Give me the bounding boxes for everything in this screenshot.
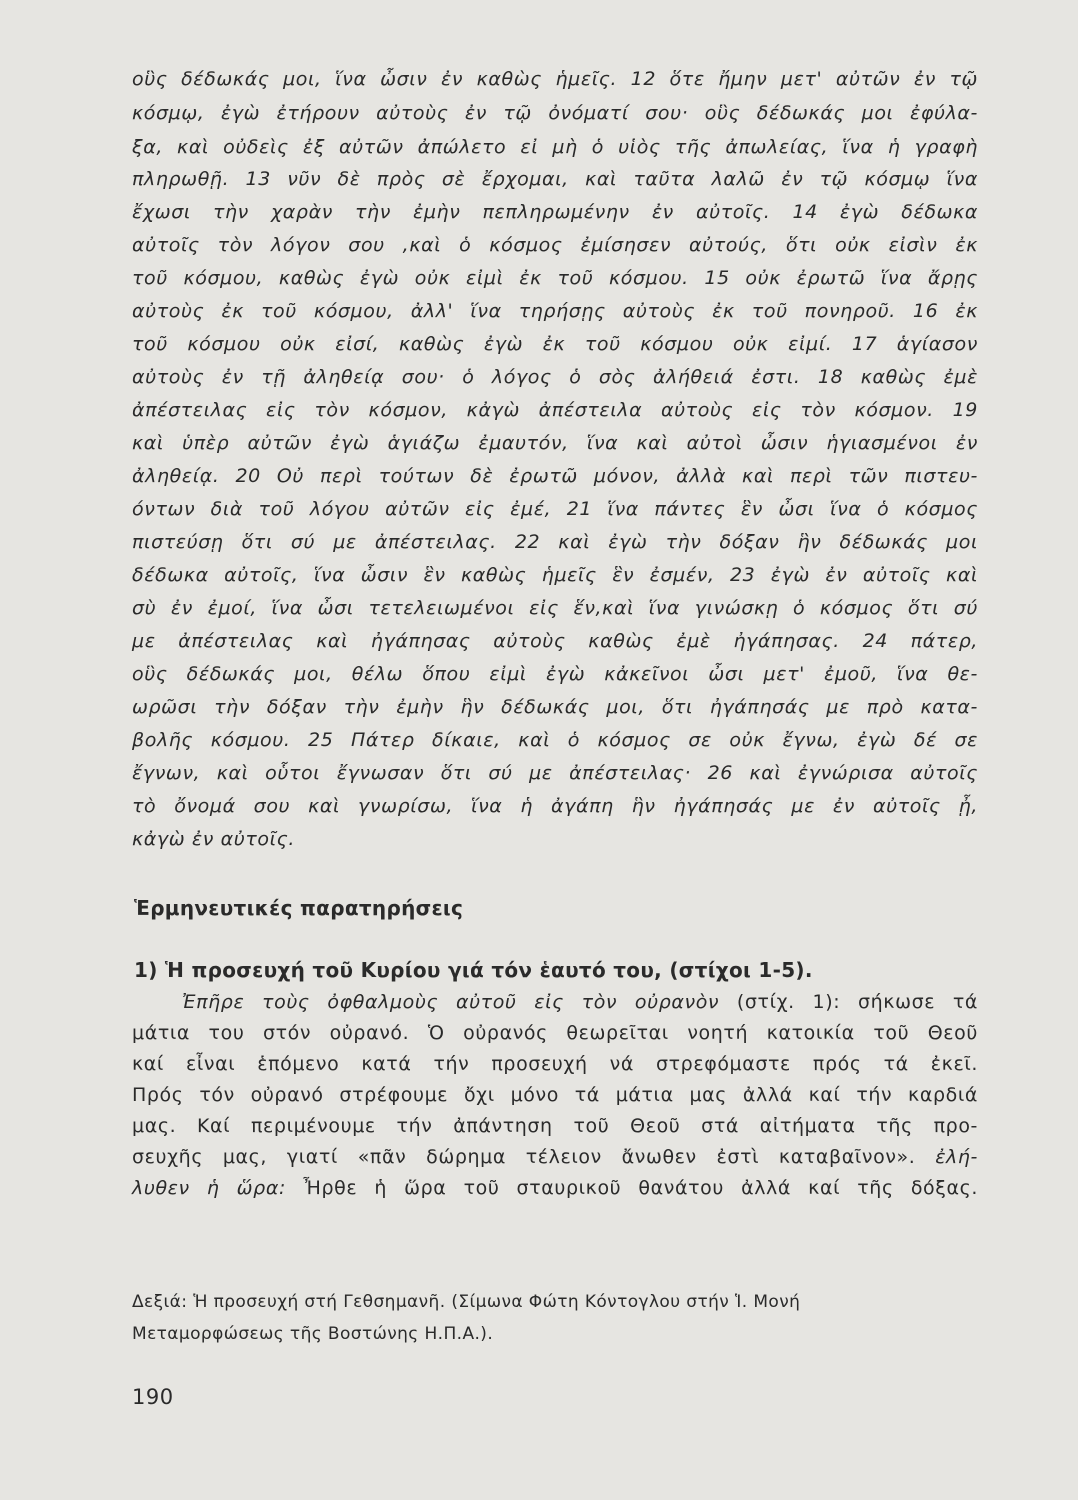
scripture-line: αὐτοὺς ἐκ τοῦ κόσμου, ἀλλ' ἵνα τηρήσῃς αὐτοὺς ἐκ τοῦ πονηροῦ. 16 ἐκ	[132, 300, 978, 322]
scripture-line: οὓς δέδωκάς μοι, ἵνα ὦσιν ἐν καθὼς ἡμεῖς. 12 ὅτε ἤμην μετ' αὐτῶν ἐν τῷ	[132, 68, 978, 90]
scripture-line: πιστεύσῃ ὅτι σύ με ἀπέστειλας. 22 καὶ ἐγὼ τὴν δόξαν ἣν δέδωκάς μοι	[132, 531, 978, 553]
scripture-line: βολῆς κόσμου. 25 Πάτερ δίκαιε, καὶ ὁ κόσμος σε οὐκ ἔγνω, ἐγὼ δέ σε	[132, 729, 978, 751]
scripture-line: σὺ ἐν ἐμοί, ἵνα ὦσι τετελειωμένοι εἰς ἕν,καὶ ἵνα γινώσκῃ ὁ κόσμος ὅτι σύ	[132, 597, 978, 619]
scripture-line: καὶ ὑπὲρ αὐτῶν ἐγὼ ἁγιάζω ἐμαυτόν, ἵνα καὶ αὐτοὶ ὦσιν ἡγιασμένοι ἐν	[132, 432, 978, 454]
scripture-line: ἀπέστειλας εἰς τὸν κόσμον, κἀγὼ ἀπέστειλα αὐτοὺς εἰς τὸν κόσμον. 19	[132, 399, 978, 421]
commentary-line: καί εἶναι ἑπόμενο κατά τήν προσευχή νά στρεφόμαστε πρός τά ἐκεῖ.	[132, 1053, 978, 1075]
scripture-line: δέδωκα αὐτοῖς, ἵνα ὦσιν ἓν καθὼς ἡμεῖς ἓν ἐσμέν, 23 ἐγὼ ἐν αὐτοῖς καὶ	[132, 564, 978, 586]
scripture-line: πληρωθῇ. 13 νῦν δὲ πρὸς σὲ ἔρχομαι, καὶ ταῦτα λαλῶ ἐν τῷ κόσμῳ ἵνα	[132, 168, 978, 190]
scripture-line: αὐτοῖς τὸν λόγον σου ,καὶ ὁ κόσμος ἐμίσησεν αὐτούς, ὅτι οὐκ εἰσὶν ἐκ	[132, 234, 978, 256]
commentary-quote: Ἐπῆρε τοὺς ὀφθαλμοὺς αὐτοῦ εἰς τὸν οὐρανὸν	[182, 991, 720, 1013]
caption-line: Δεξιά: Ἡ προσευχή στή Γεθσημανῆ. (Σίμωνα Φώτη Κόντογλου στήν Ἱ. Μονή	[132, 1292, 801, 1312]
scripture-line: ξα, καὶ οὐδεὶς ἐξ αὐτῶν ἀπώλετο εἰ μὴ ὁ υἱὸς τῆς ἀπωλείας, ἵνα ἡ γραφὴ	[132, 136, 978, 158]
scripture-line: τὸ ὄνομά σου καὶ γνωρίσω, ἵνα ἡ ἀγάπη ἣν ἠγάπησάς με ἐν αὐτοῖς ᾖ,	[132, 795, 978, 817]
section-title: Ἑρμηνευτικές παρατηρήσεις	[134, 896, 464, 920]
scripture-line: τοῦ κόσμου οὐκ εἰσί, καθὼς ἐγὼ ἐκ τοῦ κόσμου οὐκ εἰμί. 17 ἁγίασον	[132, 333, 978, 355]
scripture-line: οὓς δέδωκάς μοι, θέλω ὅπου εἰμὶ ἐγὼ κἀκεῖνοι ὦσι μετ' ἐμοῦ, ἵνα θε-	[132, 663, 978, 685]
commentary-line: μάτια του στόν οὐρανό. Ὁ οὐρανός θεωρεῖται νοητή κατοικία τοῦ Θεοῦ	[132, 1022, 978, 1044]
commentary-quote: λυθεν ἡ ὥρα:	[132, 1177, 286, 1199]
commentary-line	[132, 1144, 978, 1170]
commentary-text: Ἦρθε ἡ ὥρα τοῦ σταυρικοῦ θανάτου ἀλλά καί τῆς δόξας.	[285, 1177, 978, 1199]
caption-line: Μεταμορφώσεως τῆς Βοστώνης Η.Π.Α.).	[132, 1324, 494, 1344]
commentary-text: σευχῆς μας, γιατί «πᾶν δώρημα τέλειον ἄνωθεν ἐστὶ καταβαῖνον».	[132, 1146, 936, 1168]
scripture-line: με ἀπέστειλας καὶ ἠγάπησας αὐτοὺς καθὼς ἐμὲ ἠγάπησας. 24 πάτερ,	[132, 630, 978, 652]
scripture-line: κόσμῳ, ἐγὼ ἐτήρουν αὐτοὺς ἐν τῷ ὀνόματί σου· οὓς δέδωκάς μοι ἐφύλα-	[132, 102, 978, 124]
scripture-line: ἀληθείᾳ. 20 Οὐ περὶ τούτων δὲ ἐρωτῶ μόνον, ἀλλὰ καὶ περὶ τῶν πιστευ-	[132, 465, 978, 487]
scripture-line: κἀγὼ ἐν αὐτοῖς.	[132, 828, 296, 850]
scripture-line: ἔγνων, καὶ οὗτοι ἔγνωσαν ὅτι σύ με ἀπέστειλας· 26 καὶ ἐγνώρισα αὐτοῖς	[132, 762, 978, 784]
subsection-title: 1) Ἡ προσευχή τοῦ Κυρίου γιά τόν ἑαυτό του, (στίχοι 1-5).	[134, 958, 813, 982]
scripture-line: αὐτοὺς ἐν τῇ ἀληθείᾳ σου· ὁ λόγος ὁ σὸς ἀλήθειά ἐστι. 18 καθὼς ἐμὲ	[132, 366, 978, 388]
commentary-quote: ἐλή-	[935, 1146, 978, 1168]
page-number: 190	[132, 1385, 174, 1409]
scripture-line: τοῦ κόσμου, καθὼς ἐγὼ οὐκ εἰμὶ ἐκ τοῦ κόσμου. 15 οὐκ ἐρωτῶ ἵνα ἄρῃς	[132, 267, 978, 289]
scripture-line: όντων διὰ τοῦ λόγου αὐτῶν εἰς ἐμέ, 21 ἵνα πάντες ἓν ὦσι ἵνα ὁ κόσμος	[132, 498, 978, 520]
commentary-line: μας. Καί περιμένουμε τήν ἀπάντηση τοῦ Θεοῦ στά αἰτήματα τῆς προ-	[132, 1115, 978, 1137]
commentary-line	[132, 989, 978, 1015]
commentary-line	[132, 1175, 978, 1201]
scripture-line: ωρῶσι τὴν δόξαν τὴν ἐμὴν ἣν δέδωκάς μοι, ὅτι ἠγάπησάς με πρὸ κατα-	[132, 696, 978, 718]
scripture-line: ἔχωσι τὴν χαρὰν τὴν ἐμὴν πεπληρωμένην ἐν αὐτοῖς. 14 ἐγὼ δέδωκα	[132, 201, 978, 223]
commentary-text: (στίχ. 1): σήκωσε τά	[719, 991, 979, 1013]
commentary-line: Πρός τόν οὐρανό στρέφουμε ὄχι μόνο τά μάτια μας ἀλλά καί τήν καρδιά	[132, 1084, 978, 1106]
